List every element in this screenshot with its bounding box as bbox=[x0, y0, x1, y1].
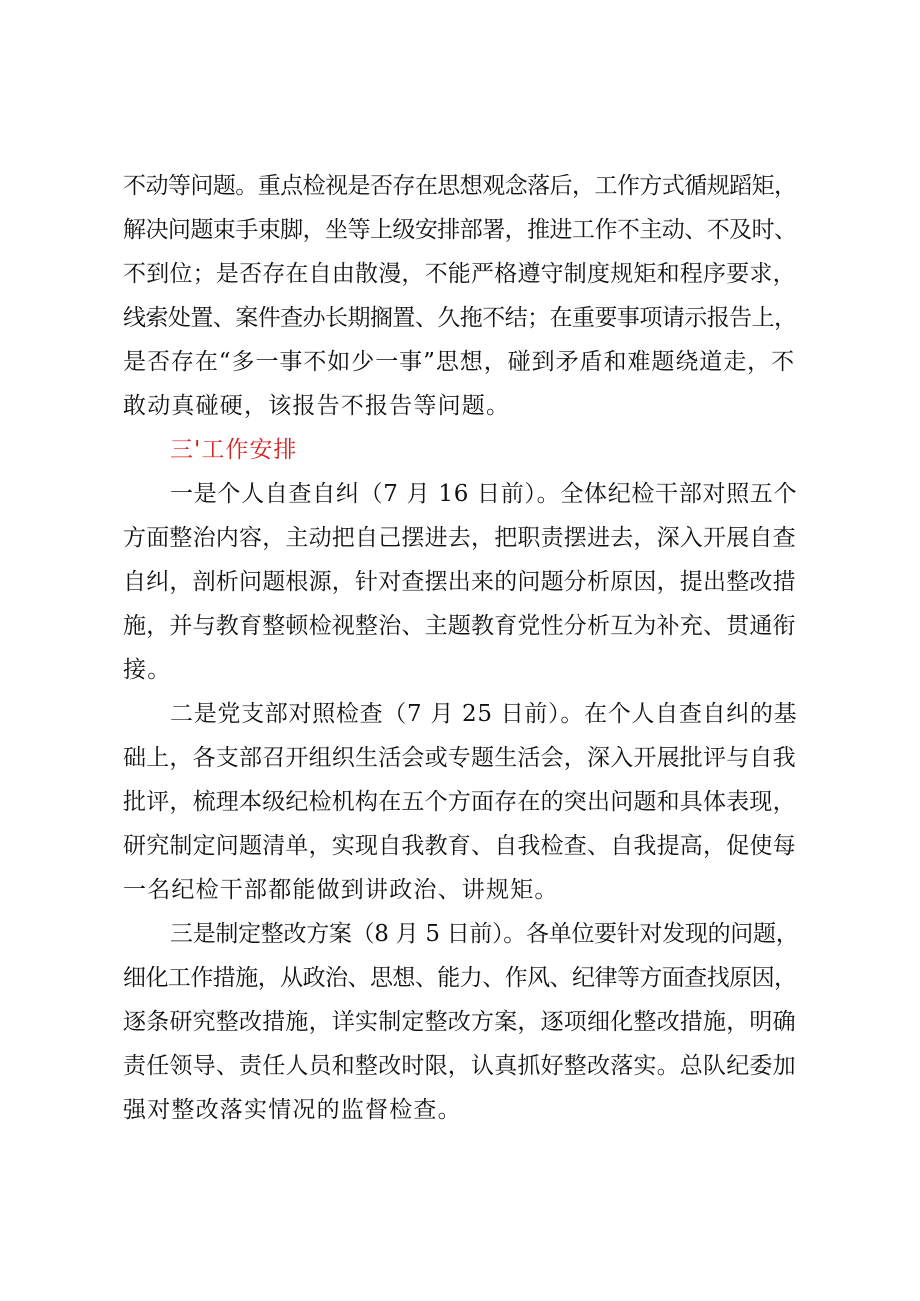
body-text-line: 施，并与教育整顿检视整治、主题教育党性分析互为补充、贯通衔 bbox=[123, 613, 796, 639]
body-text-line: 一名纪检干部都能做到讲政治、讲规矩。 bbox=[123, 877, 559, 903]
body-text-line: 不到位；是否存在自由散漫，不能严格遵守制度规矩和程序要求， bbox=[123, 261, 796, 287]
body-text-line: 础上，各支部召开组织生活会或专题生活会，深入开展批评与自我 bbox=[123, 745, 796, 771]
body-text-line: 批评，梳理本级纪检机构在五个方面存在的突出问题和具体表现， bbox=[123, 789, 796, 815]
body-text-line: 强对整改落实情况的监督检查。 bbox=[123, 1097, 462, 1123]
body-text-line: 责任领导、责任人员和整改时限，认真抓好整改落实。总队纪委加 bbox=[123, 1053, 796, 1079]
body-text-line: 自纠，剖析问题根源，针对查摆出来的问题分析原因，提出整改措 bbox=[123, 569, 796, 595]
body-text-line: 方面整治内容，主动把自己摆进去，把职责摆进去，深入开展自查 bbox=[123, 525, 796, 551]
body-text-line: 线索处置、案件查办长期搁置、久拖不结；在重要事项请示报告上， bbox=[123, 305, 797, 331]
paragraph-first-line: 二是党支部对照检查（7 月 25 日前）。在个人自查自纠的基 bbox=[170, 701, 798, 727]
body-text-line: 细化工作措施，从政治、思想、能力、作风、纪律等方面查找原因， bbox=[123, 965, 797, 991]
body-text-line: 敢动真碰硬，该报告不报告等问题。 bbox=[123, 393, 511, 419]
body-text-line: 逐条研究整改措施，详实制定整改方案，逐项细化整改措施，明确 bbox=[123, 1009, 796, 1035]
body-text-line: 解决问题束手束脚，坐等上级安排部署，推进工作不主动、不及时、 bbox=[123, 217, 797, 243]
paragraph-first-line: 三是制定整改方案（8 月 5 日前）。各单位要针对发现的问题， bbox=[170, 921, 799, 947]
body-text-line: 不动等问题。重点检视是否存在思想观念落后，工作方式循规蹈矩， bbox=[123, 173, 797, 199]
paragraph-first-line: 一是个人自查自纠（7 月 16 日前）。全体纪检干部对照五个 bbox=[170, 481, 798, 507]
body-text-line: 是否存在“多一事不如少一事”思想，碰到矛盾和难题绕道走，不 bbox=[123, 349, 796, 375]
body-text-line: 接。 bbox=[123, 657, 172, 683]
section-heading: 三'工作安排 bbox=[170, 437, 298, 463]
body-text-line: 研究制定问题清单，实现自我教育、自我检查、自我提高，促使每 bbox=[123, 833, 796, 859]
